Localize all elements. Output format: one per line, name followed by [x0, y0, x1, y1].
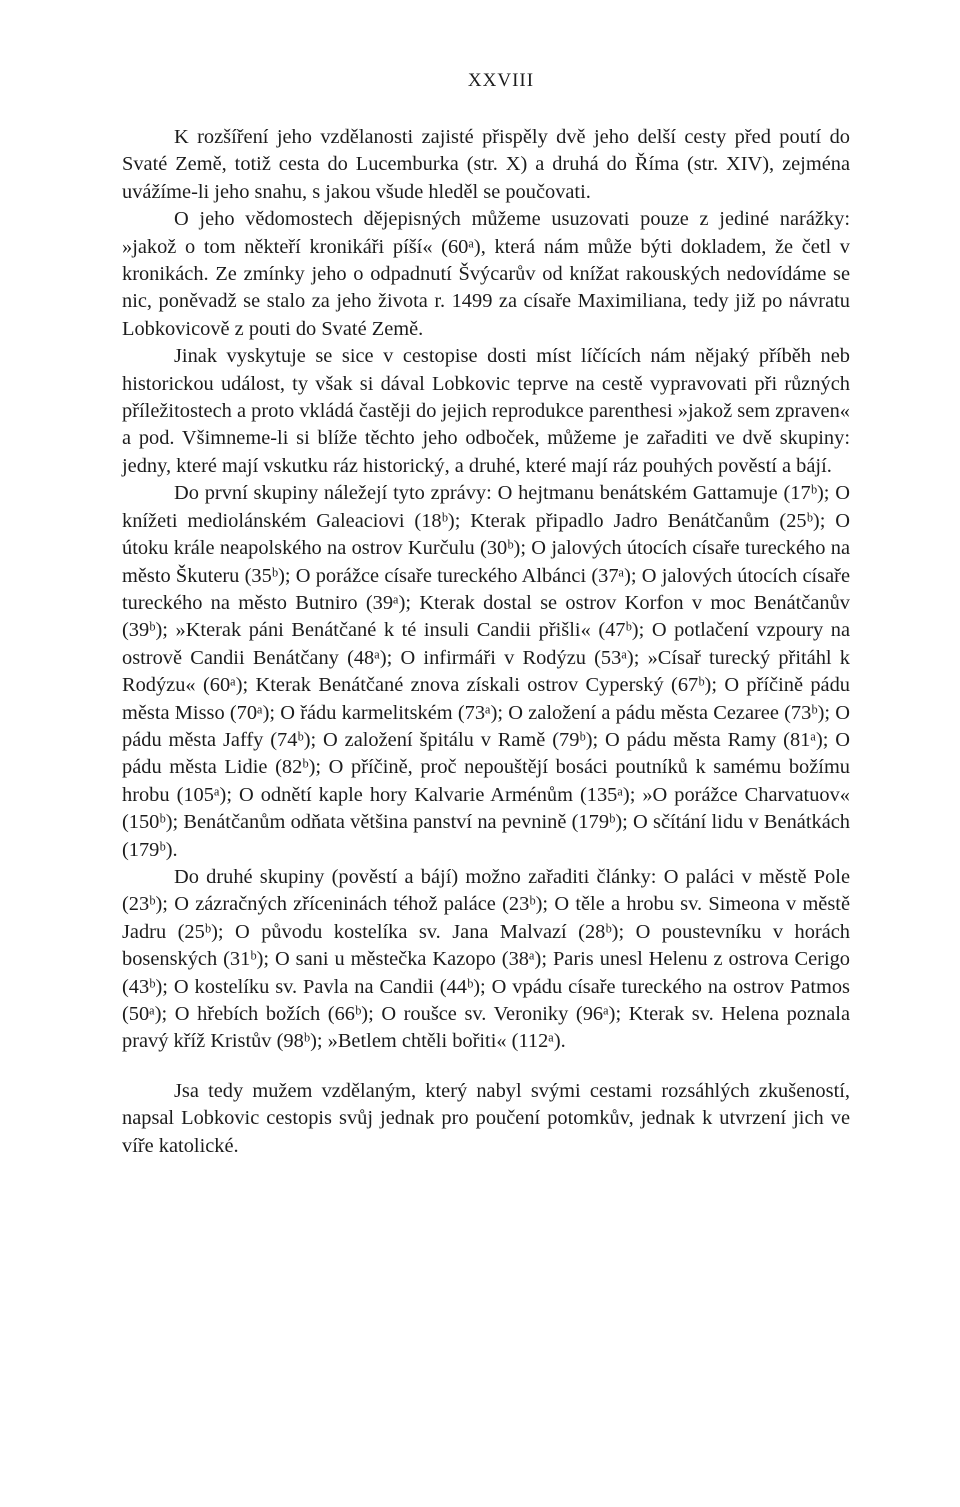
paragraph-historical-knowledge: O jeho vědomostech dějepisných můžeme usuzovati pouze z jediné narážky: »jakož o tom někteří kronikáři píší« (60ᵃ), která nám může býti dokladem, že četl v kronikách. Ze zmínky jeho o odpadnutí Švýcarův od knížat rakouských nedovídáme se nic, poněvadž se stalo za jeho života r. 1499 za císaře Maximiliana, tedy již po návratu Lobkovicově z pouti do Svaté Země. — [122, 208, 850, 340]
paragraph-conclusion: Jsa tedy mužem vzdělaným, který nabyl svými cestami rozsáhlých zkušeností, napsal Lobkovic cestopis svůj jednak pro poučení potomkův, jednak k utvrzení jich ve víře katolické. — [122, 1079, 850, 1157]
paragraph-education: K rozšíření jeho vzdělanosti zajisté přispěly dvě jeho delší cesty před poutí do Svaté Země, totiž cesta do Lucemburka (str. X) a druhá do Říma (str. XIV), zejména uvážíme-li jeho snahu, s jakou všude hleděl se poučovati. — [122, 126, 850, 203]
page — [122, 70, 850, 1160]
paragraph-digressions: Jinak vyskytuje se sice v cestopise dosti míst líčících nám nějaký příběh neb historickou událost, ty však si dával Lobkovic teprve na cestě vypravovati při různých příležitostech a proto vkládá častěji do jejich reprodukce parenthesi »jakož sem zpraven« a pod. Všimneme-li si blíže těchto jeho odboček, můžeme je zařaditi ve dvě skupiny: jedny, které mají vskutku ráz historický, a druhé, které mají ráz pouhých pověstí a bájí. — [122, 345, 850, 477]
paragraph-first-group: Do první skupiny náležejí tyto zprávy: O hejtmanu benátském Gattamuje (17ᵇ); O knížeti mediolánském Galeaciovi (18ᵇ); Kterak připadlo Jadro Benátčanům (25ᵇ); O útoku krále neapolského na ostrov Kurčulu (30ᵇ); O jalových útocích císaře tureckého na město Škuteru (35ᵇ); O porážce císaře tureckého Albánci (37ᵃ); O jalových útocích císaře tureckého na město Butniro (39ᵃ); Kterak dostal se ostrov Korfon v moc Benátčanův (39ᵇ); »Kterak páni Benátčané k té insuli Candii přišli« (47ᵇ); O potlačení vzpoury na ostrově Candii Benátčany (48ᵃ); O infirmáři v Rodýzu (53ᵃ); »Císař turecký přitáhl k Rodýzu« (60ᵃ); Kterak Benátčané znova získali ostrov Cyperský (67ᵇ); O příčině pádu města Misso (70ᵃ); O řádu karmelitském (73ᵃ); O založení a pádu města Cezaree (73ᵇ); O pádu města Jaffy (74ᵇ); O založení špitálu v Ramě (79ᵇ); O pádu města Ramy (81ᵃ); O pádu města Lidie (82ᵇ); O příčině, proč nepouštějí bosáci poutníků k samému božímu hrobu (105ᵃ); O odnětí kaple hory Kalvarie Arménům (135ᵃ); »O porážce Charvatuov« (150ᵇ); Benátčanům odňata většina panství na pevnině (179ᵇ); O sčítání lidu v Benátkách (179ᵇ). — [122, 482, 850, 861]
paragraph-second-group: Do druhé skupiny (pověstí a bájí) možno zařaditi články: O paláci v městě Pole (23ᵇ); O zázračných zříceninách téhož paláce (23ᵇ); O těle a hrobu sv. Simeona v městě Jadru (25ᵇ); O původu kostelíka sv. Jana Malvazí (28ᵇ); O poustevníku v horách bosenských (31ᵇ); O sani u městečka Kazopo (38ᵃ); Paris unesl Helenu z ostrova Cerigo (43ᵇ); O kostelíku sv. Pavla na Candii (44ᵇ); O vpádu císaře tureckého na ostrov Patmos (50ᵃ); O hřebích božích (66ᵇ); O roušce sv. Veroniky (96ᵃ); Kterak sv. Helena poznala pravý kříž Kristův (98ᵇ); »Betlem chtěli bořiti« (112ᵃ). — [122, 865, 850, 1053]
page-number: XXVIII — [467, 70, 535, 91]
